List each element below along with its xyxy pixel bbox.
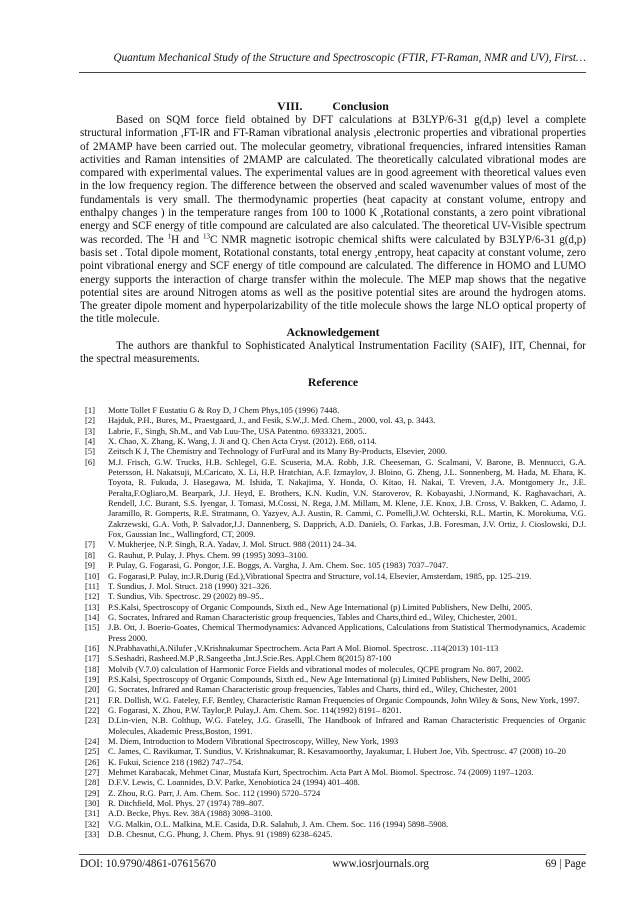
reference-text: G. Socrates, Infrared and Raman Characteristic group frequencies, Tables and Charts,third ed., Wiley, Chichester, 2001. [108,611,518,622]
conclusion-section-number: VIII. [277,99,303,113]
reference-number: [21] [85,694,100,705]
conclusion-text-2: H and [171,233,200,246]
reference-item [80,612,586,622]
reference-number: [26] [85,756,100,767]
reference-text: R. Ditchfield, Mol. Phys. 27 (1974) 789–807. [108,798,264,809]
reference-item [80,757,586,767]
reference-number: [24] [85,736,100,746]
reference-text: D.B. Chesnut, C.G. Phung, J. Chem. Phys. 91 (1989) 6238–6245. [108,829,333,840]
reference-number: [11] [85,580,99,591]
reference-item [80,653,586,663]
reference-item [80,798,586,808]
reference-item [80,643,586,653]
reference-item [80,695,586,705]
reference-text: P.S.Kalsi, Spectroscopy of Organic Compounds, Sixth ed., New Age International (p) Limited Publishers, New Delhi, 2005 [108,673,531,684]
acknowledgement-paragraph [80,340,586,367]
reference-text: Molvib (V.7.0) calculation of Harmonic Force Fields and vibrational modes of molecules, QCPE program No. 807, 2002. [108,663,524,674]
reference-text: D.Lin-vien, N.B. Colthup, W.G. Fateley, J.G. Graselli, The Handbook of Infrared and Raman Characteristic Frequencies of Organic Molecules, Akademic Press,Boston, 1991. [108,715,586,736]
reference-item [80,674,586,684]
acknowledgement-heading: Acknowledgement [286,325,380,339]
reference-item [80,426,586,436]
reference-number: [23] [85,715,100,726]
reference-item [80,736,586,746]
reference-item [80,622,586,643]
reference-number: [18] [85,663,100,674]
reference-number: [1] [85,405,95,415]
reference-text: Motte Tollet F Eustatiu G & Roy D, J Chem Phys,105 (1996) 7448. [108,405,340,415]
reference-item [80,746,586,756]
reference-text: F.R. Dollish, W.G. Fateley, F.F. Bentley, Characteristic Raman Frequencies of Organic Compounds, John Wiley & Sons, New York, 1997. [108,694,580,705]
reference-number: [4] [85,436,95,447]
acknowledgement-text: The authors are thankful to Sophisticated Analytical Instrumentation Facility (SAIF), IIT, Chennai, for the spectral measurements. [80,340,586,366]
footer-website: www.iosrjournals.org [332,858,429,870]
footer-page-number: 69 | Page [545,858,586,870]
reference-text: S.Seshadri, Rasheed.M.P ,R.Sangeetha ,Int.J.Scie.Res. Appl.Chem 8(2015) 87-100 [108,653,392,664]
reference-number: [25] [85,746,100,757]
reference-text: C. James, C. Ravikumar, T. Sundius, V. Krishnakumar, R. Kesavamoorthy, Jayakumar, I. Hubert Joe, Vib. Spectrosc. 47 (2008) 10–20 [108,746,566,757]
reference-text: Zeitsch K J, The Chemistry and Technology of FurFural and its Many By-Products, Elsevier, 2000. [108,446,448,457]
reference-item [80,571,586,581]
reference-item [80,808,586,818]
reference-number: [32] [85,818,100,829]
page-footer [80,858,586,871]
reference-number: [16] [85,642,100,653]
reference-number: [14] [85,611,100,622]
reference-text: P. Pulay, G. Fogarasi, G. Pongor, J.E. Boggs, A. Vargha, J. Am. Chem. Soc. 105 (1983) 7037–7047. [108,560,449,571]
reference-text: Mehmet Karabacak, Mehmet Cinar, Mustafa Kurt, Spectrochim. Acta Part A Mol. Biomol. Spectrosc. 74 (2009) 1197–1203. [108,767,534,778]
h-superscript: 1 [167,231,172,240]
reference-number: [20] [85,684,100,695]
reference-item [80,767,586,777]
reference-text: G. Fogarasi, X. Zhou, P.W. Taylor,P. Pulay,J. Am. Chem. Soc. 114(1992) 8191– 8201. [108,704,402,715]
reference-number: [28] [85,777,100,788]
reference-item [80,405,586,415]
reference-text: T. Sundius, Vib. Spectrosc. 29 (2002) 89–95.. [108,591,264,602]
reference-text: V.G. Malkin, O.L. Malkina, M.E. Casida, D.R. Salahub, J. Am. Chem. Soc. 116 (1994) 5898–5908. [108,818,449,829]
reference-item [80,560,586,570]
footer-divider [79,854,586,855]
reference-text: M.J. Frisch, G.W. Trucks, H.B. Schlegel, G.E. Scuseria, M.A. Robb, J.R. Cheeseman, G. Scalmani, V. Barone, B. Mennucci, G.A. Petersson, H. Nakatsuji, M.Caricato, X. Li, H.P. Hratchian, A.F. Izmaylov, J. Bloino, G. Zheng, J.L. Sonnenberg, M. Hada, M. Ehara, K. Toyota, R. Fukuda, J. Hasegawa, M. Ishida, T. Nakajima, Y. Honda, O. Kitao, H. Nakai, T. Vreven, J.A. Montgomery Jr., J.E. Peralta,F.Ogliaro,M. Bearpark, J.J. Heyd, E. Brothers, K.N. Kudin, V.N. Staroverov, R. Kobayashi, J.Normand, K. Raghavachari, A. Rendell, J.C. Burant, S.S. Iyengar, J. Tomasi, M.Cossi, N. Rega, J.M. Millam, M. Klene, J.E. Knox, J.B. Cross, V. Bakken, C. Adamo, J. Jaramillo, R. Gomperts, R.E. Stratmann, O. Yazyev, A.J. Austin, R. Cammi, C. Pomelli,J.W. Ochterski, R.L. Martin, K. Morokuma, V.G. Zakrzewski, G.A. Voth, P. Salvador,J.J. Dannenberg, S. Dapprich, A.D. Daniels, O. Farkas, J.B. Foresman, J.V. Ortiz, J. Cioslowski, D.J. Fox, Gaussian Inc., Wallingford, CT, 2009. [108,456,586,540]
reference-text: J.B. Ott, J. Boerio-Goates, Chemical Thermodynamics: Advanced Applications, Calculations from Statistical Thermodynamics, Academic Press 2000. [108,622,586,643]
reference-item [80,705,586,715]
reference-text: N.Prabhavathi,A.Nilufer ,V.Krishnakumar Spectrochem. Acta Part A Mol. Biomol. Spectrosc. .114(2013) 101-113 [108,642,499,653]
reference-text: K. Fukui, Science 218 (1982) 747–754. [108,756,244,767]
header-divider [79,72,586,73]
reference-text: Hajduk, P.H., Bures, M., Praestgaard, J., and Fesik, S.W.,J. Med. Chem., 2000, vol. 43, p. 3443. [108,415,436,426]
reference-item [80,446,586,456]
reference-number: [30] [85,798,100,809]
reference-item [80,715,586,736]
reference-item [80,581,586,591]
c-superscript: 13 [203,231,210,240]
reference-number: [7] [85,539,95,550]
reference-number: [19] [85,673,100,684]
conclusion-heading [80,99,586,113]
reference-number: [6] [85,456,95,467]
reference-item [80,602,586,612]
footer-doi: DOI: 10.9790/4861-07615670 [80,858,217,870]
reference-text: Labrie, F., Singh, Sh.M., and Vab Luu-The, USA Patentno. 6933321, 2005.. [108,425,367,436]
reference-number: [17] [85,653,100,664]
reference-item [80,415,586,425]
reference-number: [27] [85,767,100,778]
reference-list [80,405,586,839]
reference-number: [2] [85,415,95,426]
reference-text: X. Chao, X. Zhang, K. Wang, J. Ji and Q. Chen Acta Cryst. (2012). E68, o114. [108,436,377,447]
reference-text: G. Rauhut, P. Pulay, J. Phys. Chem. 99 (1995) 3093–3100. [108,549,309,560]
running-header: Quantum Mechanical Study of the Structure and Spectroscopic (FTIR, FT-Raman, NMR and UV), First… [113,52,586,64]
reference-number: [29] [85,787,100,798]
reference-heading: Reference [307,375,359,389]
conclusion-text-1: Based on SQM force field obtained by DFT calculations at B3LYP/6-31 g(d,p) level a complete structural information ,FT-IR and FT-Raman vibrational analysis ,electronic properties and vibrational properties of 2MAMP have been carried out. The molecular geometry, vibrational frequencies, infrared intensities Raman activities and Raman intensities of 2MAMP are calculated. The theoretically calculated vibrational modes are compared with experimental values. The experimental values are in good agreement with theoretical values even in the low frequency region. The difference between the observed and scaled wavenumber values of most of the fundamentals is very small. The thermodynamic properties (heat capacity at constant volume, entropy and enthalpy changes ) in the temperature ranges from 100 to 1000 K ,Rotational constants, a zero point vibrational energy and SCF energy of title compound are calculated are also calculated. The theoretical UV-Visible spectrum was recorded. The [80,114,586,246]
reference-item [80,457,586,540]
reference-item [80,777,586,787]
reference-text: D.F.V. Lewis, C. Loannides, D.V. Parke, Xenobiotica 24 (1994) 401–408. [108,777,360,788]
reference-text: M. Diem, Introduction to Modern Vibrational Spectroscopy, Willey, New York, 1993 [108,736,399,746]
reference-number: [12] [85,591,100,602]
reference-text: G. Fogarasi,P. Pulay, in:J.R.Durig (Ed.),Vibrational Spectra and Structure, vol.14, Elsevier, Amsterdam, 1985, pp. 125–219. [108,570,532,581]
reference-text: V. Mukherjee, N.P. Singh, R.A. Yadav, J. Mol. Struct. 988 (2011) 24–34. [108,539,357,550]
conclusion-title: Conclusion [332,99,389,113]
reference-number: [15] [85,622,100,633]
reference-number: [31] [85,808,100,819]
reference-number: [9] [85,560,95,571]
reference-number: [10] [85,570,100,581]
reference-item [80,591,586,601]
reference-number: [5] [85,446,95,457]
reference-number: [33] [85,829,100,840]
reference-item [80,550,586,560]
conclusion-paragraph [80,114,586,327]
reference-number: [8] [85,549,95,560]
reference-text: Z. Zhou, R.G. Parr, J. Am. Chem. Soc. 112 (1990) 5720–5724 [108,787,321,798]
reference-text: G. Socrates, Infrared and Raman Characteristic group frequencies, Tables and Charts, third ed., Wiley, Chichester, 2001 [108,684,518,695]
reference-number: [22] [85,704,100,715]
reference-number: [3] [85,425,95,436]
reference-text: A.D. Becke, Phys. Rev. 38A (1988) 3098–3100. [108,808,273,819]
reference-text: P.S.Kalsi, Spectroscopy of Organic Compounds, Sixth ed., New Age International (p) Limited Publishers, New Delhi, 2005. [108,601,533,612]
reference-item [80,539,586,549]
reference-item [80,664,586,674]
reference-item [80,819,586,829]
reference-item [80,436,586,446]
reference-item [80,684,586,694]
reference-text: T. Sundius, J. Mol. Struct. 218 (1990) 321–326. [108,580,272,591]
reference-number: [13] [85,601,100,612]
reference-item [80,829,586,839]
reference-item [80,788,586,798]
conclusion-text-3: C NMR magnetic isotropic chemical shifts were calculated by B3LYP/6-31 g(d,p) basis set . Total dipole moment, Rotational constants, total energy ,entropy, heat capacity at constant volume, zero point vibrational energy and SCF energy of title compound are calculated. The difference in HOMO and LUMO energy supports the interaction of charge transfer within the molecule. The MEP map shows that the negative potential sites are around Nitrogen atoms as well as the positive potential sites are around the hydrogen atoms. The greater dipole moment and hyperpolarizability of the title molecule shows the large NLO optical property of the title molecule. [80,233,586,326]
